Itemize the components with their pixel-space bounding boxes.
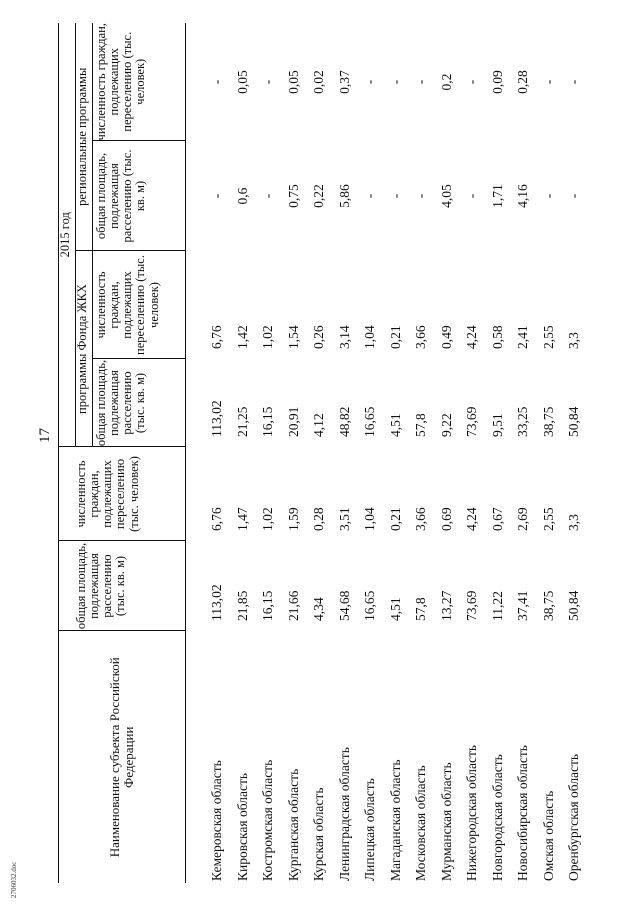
total-people-cell: 0,67 — [489, 507, 505, 531]
fund-people-cell: 0,49 — [438, 325, 454, 349]
region-name-cell: Московская область — [413, 765, 428, 881]
table-rotated-wrapper — [58, 23, 581, 883]
table-row — [536, 23, 562, 883]
regional-people-cell: - — [413, 79, 428, 85]
fund-people-cell: 2,55 — [540, 325, 556, 349]
total-area-cell: 4,51 — [387, 597, 403, 621]
fund-people-cell: 6,76 — [209, 325, 224, 349]
regional-area-cell: - — [566, 193, 581, 199]
total-people-cell: 3,66 — [413, 507, 428, 531]
regional-area-cell: 5,86 — [336, 184, 352, 208]
region-name-cell: Нижегородская область — [464, 744, 479, 881]
fund-area-cell: 16,15 — [260, 406, 275, 437]
regional-area-cell: 4,05 — [438, 184, 454, 208]
region-name-cell: Ленинградская область — [336, 747, 352, 881]
total-area-cell: 113,02 — [209, 584, 224, 621]
regional-people-cell: 0,02 — [311, 70, 326, 94]
total-area-cell: 37,41 — [515, 590, 530, 621]
table-body — [186, 23, 587, 883]
fund-area-cell: 38,75 — [540, 406, 556, 437]
regional-people-cell: 0,09 — [489, 70, 505, 94]
regional-people-cell: - — [362, 79, 377, 85]
fund-area-cell: 20,91 — [285, 406, 301, 437]
fund-people-cell: 3,66 — [413, 325, 428, 349]
regional-area-cell: 0,22 — [311, 184, 326, 208]
fund-people-cell: 1,54 — [285, 325, 301, 349]
total-people-cell: 3,3 — [566, 514, 581, 531]
fund-area-cell: 57,8 — [413, 413, 428, 437]
fund-people-cell: 0,21 — [387, 325, 403, 349]
total-area-cell: 11,22 — [489, 591, 505, 621]
table-row — [306, 23, 332, 883]
total-area-cell: 38,75 — [540, 590, 556, 621]
regional-area-cell: 0,75 — [285, 184, 301, 208]
fund-area-cell: 50,84 — [566, 406, 581, 437]
total-area-cell: 16,65 — [362, 590, 377, 621]
region-name-cell: Костромская область — [260, 759, 275, 881]
fund-area-cell: 9,22 — [438, 413, 454, 437]
fund-people-cell: 1,42 — [234, 325, 250, 349]
header-total-area: общая площадь, подлежащая расселению (тыс. кв. м) — [59, 541, 186, 631]
regional-area-cell: 1,71 — [489, 184, 505, 208]
fund-area-cell: 16,65 — [362, 406, 377, 437]
total-people-cell: 1,59 — [285, 507, 301, 531]
header-total-people: численность граждан, подлежащих переселению (тыс. человек) — [59, 447, 186, 541]
total-people-cell: 0,21 — [387, 507, 403, 531]
regional-people-cell: 0,37 — [336, 70, 352, 94]
regional-area-cell: - — [387, 193, 403, 199]
region-name-cell: Оренбургская область — [566, 753, 581, 881]
total-area-cell: 50,84 — [566, 590, 581, 621]
table-row — [485, 23, 511, 883]
regional-people-cell: - — [260, 79, 275, 85]
fund-people-cell: 3,14 — [336, 325, 352, 349]
fund-people-cell: 3,3 — [566, 332, 581, 349]
fund-area-cell: 33,25 — [515, 406, 530, 437]
table-row — [383, 23, 409, 883]
fund-area-cell: 4,51 — [387, 413, 403, 437]
region-name-cell: Кировская область — [234, 772, 250, 881]
total-people-cell: 2,69 — [515, 507, 530, 531]
table-row — [332, 23, 358, 883]
header-regional-program: региональные программы — [76, 23, 93, 251]
regional-area-cell: - — [209, 193, 224, 199]
table-row — [255, 23, 281, 883]
total-area-cell: 4,34 — [311, 597, 326, 621]
region-name-cell: Омская область — [540, 790, 556, 881]
table-row — [357, 23, 383, 883]
region-name-cell: Новгородская область — [489, 754, 505, 881]
total-people-cell: 1,02 — [260, 507, 275, 531]
table-row — [434, 23, 460, 883]
fund-area-cell: 4,12 — [311, 413, 326, 437]
total-people-cell: 2,55 — [540, 507, 556, 531]
region-name-cell: Курская область — [311, 787, 326, 881]
fund-people-cell: 0,26 — [311, 325, 326, 349]
region-name-cell: Липецкая область — [362, 778, 377, 881]
regional-people-cell: 0,28 — [515, 70, 530, 94]
fund-people-cell: 0,58 — [489, 325, 505, 349]
regional-area-cell: - — [540, 193, 556, 199]
total-people-cell: 1,04 — [362, 507, 377, 531]
fund-people-cell: 4,24 — [464, 325, 479, 349]
fund-area-cell: 21,25 — [234, 406, 250, 437]
fund-people-cell: 2,41 — [515, 325, 530, 349]
page-number: 17 — [37, 428, 53, 443]
relocation-table — [58, 23, 587, 883]
regional-people-cell: 0,05 — [285, 70, 301, 94]
regional-people-cell: - — [387, 79, 403, 85]
regional-people-cell: - — [464, 79, 479, 85]
table-row — [408, 23, 434, 883]
regional-people-cell: - — [209, 79, 224, 85]
table-row — [561, 23, 587, 883]
footer-code: 2706032.doc — [10, 861, 18, 898]
region-name-cell: Новосибирская область — [515, 745, 530, 881]
total-people-cell: 6,76 — [209, 507, 224, 531]
total-area-cell: 16,15 — [260, 590, 275, 621]
regional-people-cell: 0,05 — [234, 70, 250, 94]
fund-area-cell: 48,82 — [336, 406, 352, 437]
fund-area-cell: 9,51 — [489, 413, 505, 437]
total-area-cell: 21,66 — [285, 590, 301, 621]
total-area-cell: 54,68 — [336, 590, 352, 621]
total-area-cell: 57,8 — [413, 597, 428, 621]
regional-people-cell: - — [540, 79, 556, 85]
header-regional-people: численность граждан, подлежащих переселению (тыс. человек) — [93, 23, 186, 141]
region-name-cell: Мурманская область — [438, 762, 454, 881]
total-people-cell: 1,47 — [234, 507, 250, 531]
regional-area-cell: 4,16 — [515, 184, 530, 208]
regional-area-cell: - — [362, 193, 377, 199]
regional-people-cell: 0,2 — [438, 73, 454, 91]
table-row — [459, 23, 485, 883]
regional-area-cell: 0,6 — [234, 187, 250, 205]
table-row — [230, 23, 256, 883]
header-region-name: Наименование субъекта Российской Федерации — [59, 631, 186, 883]
region-name-cell: Кемеровская область — [209, 760, 224, 881]
total-area-cell: 21,85 — [234, 590, 250, 621]
total-area-cell: 73,69 — [464, 590, 479, 621]
regional-area-cell: - — [464, 193, 479, 199]
fund-area-cell: 113,02 — [209, 400, 224, 437]
header-fund-program: программы Фонда ЖКХ — [76, 251, 93, 447]
total-people-cell: 0,69 — [438, 507, 454, 531]
fund-people-cell: 1,02 — [260, 325, 275, 349]
table-row — [186, 23, 230, 883]
regional-area-cell: - — [260, 193, 275, 199]
region-name-cell: Магаданская область — [387, 759, 403, 881]
fund-area-cell: 73,69 — [464, 406, 479, 437]
regional-area-cell: - — [413, 193, 428, 199]
header-fund-area: общая площадь, подлежащая расселению (тыс. кв. м) — [93, 359, 186, 447]
header-year: 2015 год — [59, 23, 76, 447]
total-people-cell: 3,51 — [336, 507, 352, 531]
region-name-cell: Курганская область — [285, 768, 301, 881]
table-row — [281, 23, 307, 883]
regional-people-cell: - — [566, 79, 581, 85]
total-people-cell: 4,24 — [464, 507, 479, 531]
table-row — [510, 23, 536, 883]
table-header — [59, 23, 186, 883]
total-people-cell: 0,28 — [311, 507, 326, 531]
header-regional-area: общая площадь, подлежащая расселению (тыс. кв. м) — [93, 141, 186, 251]
total-area-cell: 13,27 — [438, 590, 454, 621]
header-fund-people: численность граждан, подлежащих переселению (тыс. человек) — [93, 251, 186, 359]
fund-people-cell: 1,04 — [362, 325, 377, 349]
